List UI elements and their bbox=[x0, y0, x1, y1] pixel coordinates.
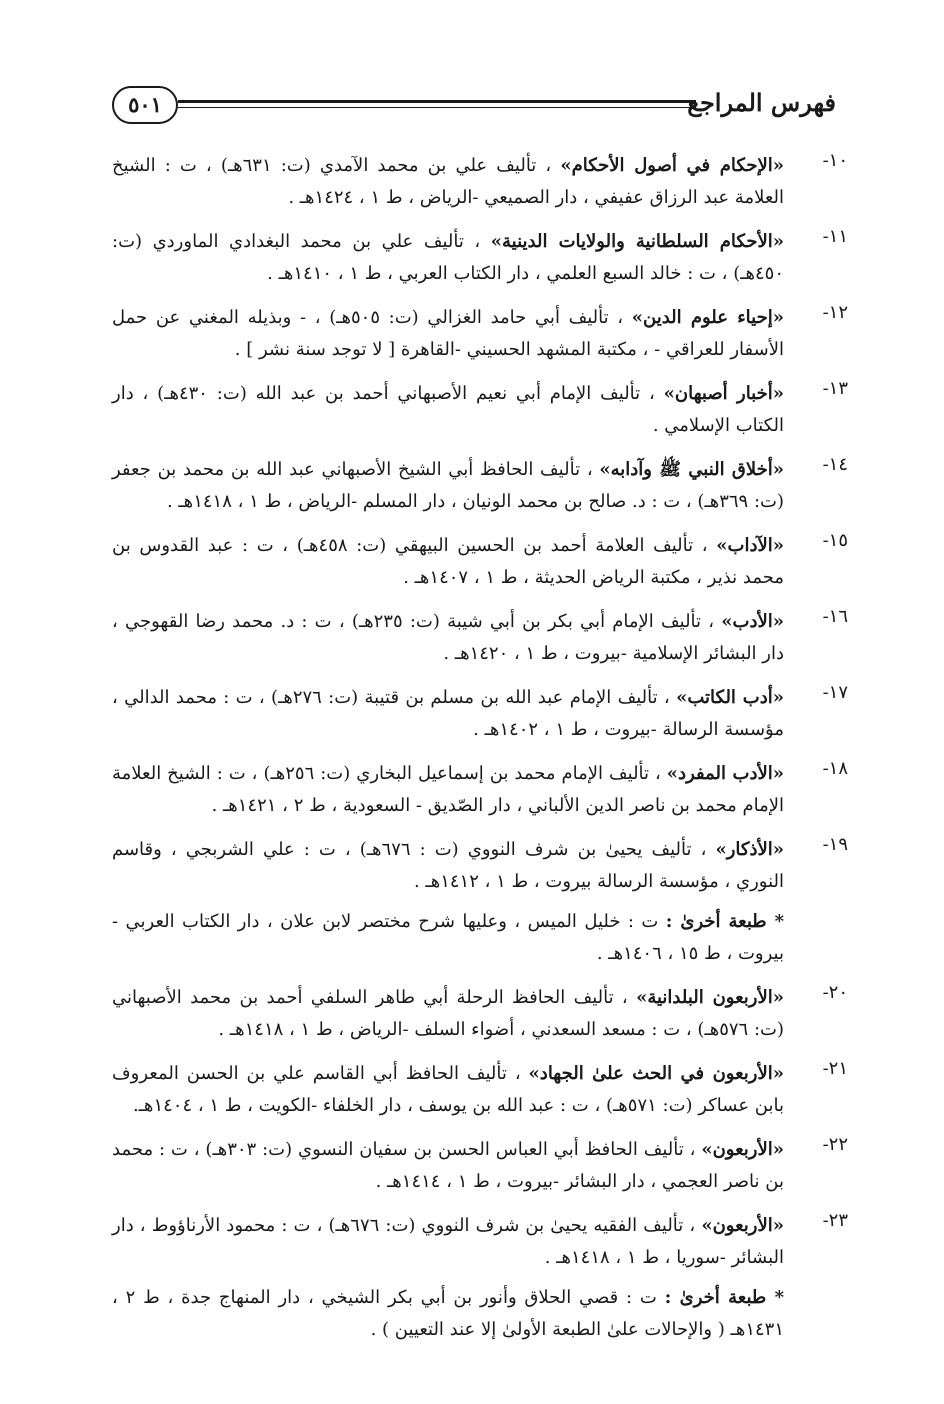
entry-title: «إحياء علوم الدين» bbox=[631, 307, 784, 328]
entry-number: ١٤- bbox=[822, 454, 848, 475]
entry-number: ١١- bbox=[822, 226, 848, 247]
entry-details: ، تأليف علي بن محمد الآمدي (ت: ٦٣١هـ) ، ت : الشيخ العلامة عبد الرزاق عفيفي ، دار الصميعي -الرياض ، ط ١ ، ١٤٢٤هـ . bbox=[112, 155, 784, 208]
reference-entry bbox=[112, 530, 848, 594]
entry-details: ، تأليف الإمام أبي نعيم الأصبهاني أحمد بن عبد الله (ت: ٤٣٠هـ) ، دار الكتاب الإسلامي . bbox=[112, 383, 784, 436]
entry-text bbox=[112, 378, 784, 442]
reference-entry bbox=[112, 150, 848, 214]
entry-details: ، تأليف الإمام عبد الله بن مسلم بن قتيبة (ت: ٢٧٦هـ) ، ت : محمد الدالي ، مؤسسة الرسالة -بيروت ، ط ١ ، ١٤٠٢هـ . bbox=[112, 687, 784, 740]
entry-title: «أخبار أصبهان» bbox=[663, 383, 784, 404]
entry-title: «الآداب» bbox=[716, 535, 784, 556]
entry-details: ، تأليف العلامة أحمد بن الحسين البيهقي (ت: ٤٥٨هـ) ، ت : عبد القدوس بن محمد نذير ، مكتبة الرياض الحديثة ، ط ١ ، ١٤٠٧هـ . bbox=[112, 535, 784, 588]
entry-details: ، تأليف الحافظ أبي العباس الحسن بن سفيان النسوي (ت: ٣٠٣هـ) ، ت : محمد بن ناصر العجمي ، دار البشائر -بيروت ، ط ١ ، ١٤١٤هـ . bbox=[112, 1139, 784, 1192]
references-list bbox=[112, 150, 848, 1358]
entry-details: ، تأليف علي بن محمد البغدادي الماوردي (ت: ٤٥٠هـ) ، ت : خالد السبع العلمي ، دار الكتاب العربي ، ط ١ ، ١٤١٠هـ . bbox=[112, 231, 784, 284]
header-title: فهرس المراجع bbox=[687, 88, 836, 117]
entry-number: ١٧- bbox=[822, 682, 848, 703]
reference-entry bbox=[112, 682, 848, 746]
entry-title: «أدب الكاتب» bbox=[676, 687, 784, 708]
entry-details: ، تأليف الحافظ أبي الشيخ الأصبهاني عبد الله بن محمد بن جعفر (ت: ٣٦٩هـ) ، ت : د. صالح بن محمد الونيان ، دار المسلم -الرياض ، ط ١ ، ١٤١٨هـ . bbox=[112, 459, 784, 512]
entry-title: «الأدب المفرد» bbox=[666, 763, 784, 784]
entry-number: ١٠- bbox=[822, 150, 848, 171]
reference-entry bbox=[112, 302, 848, 366]
entry-title: «الأربعون البلدانية» bbox=[636, 987, 784, 1008]
entry-number: ١٢- bbox=[822, 302, 848, 323]
entry-details: ، تأليف الإمام محمد بن إسماعيل البخاري (ت: ٢٥٦هـ) ، ت : الشيخ العلامة الإمام محمد بن ناصر الدين الألباني ، دار الصّديق - السعودية ، ط ٢ ، ١٤٢١هـ . bbox=[112, 763, 784, 816]
entry-title: «الأذكار» bbox=[715, 839, 785, 860]
entry-title: «الأدب» bbox=[721, 611, 784, 632]
note-label: * طبعة أخرىٰ : bbox=[665, 911, 784, 932]
entry-text bbox=[112, 1210, 784, 1274]
entry-title: «الأربعون» bbox=[701, 1139, 784, 1160]
page-number: ٥٠١ bbox=[112, 86, 178, 124]
entry-text bbox=[112, 758, 784, 822]
entry-number: ٢٣- bbox=[822, 1210, 848, 1231]
note-label: * طبعة أخرىٰ : bbox=[664, 1287, 784, 1308]
entry-number: ٢٢- bbox=[822, 1134, 848, 1155]
entry-title: «الأربعون في الحث علىٰ الجهاد» bbox=[528, 1063, 784, 1084]
entry-details: ، تأليف أبي حامد الغزالي (ت: ٥٠٥هـ) ، - وبذيله المغني عن حمل الأسفار للعراقي - ، مكتبة المشهد الحسيني -القاهرة [ لا توجد سنة نشر ] . bbox=[112, 307, 784, 360]
reference-entry bbox=[112, 1058, 848, 1122]
other-edition-note bbox=[112, 906, 848, 970]
entry-text bbox=[112, 454, 784, 518]
entry-text bbox=[112, 834, 784, 898]
entry-number: ٢١- bbox=[822, 1058, 848, 1079]
reference-entry bbox=[112, 226, 848, 290]
entry-number: ١٩- bbox=[822, 834, 848, 855]
entry-details: ، تأليف الحافظ الرحلة أبي طاهر السلفي أحمد بن محمد الأصبهاني (ت: ٥٧٦هـ) ، ت : مسعد السعدني ، أضواء السلف -الرياض ، ط ١ ، ١٤١٨هـ . bbox=[112, 987, 784, 1040]
reference-entry bbox=[112, 1134, 848, 1198]
page-header bbox=[112, 86, 836, 130]
entry-number: ١٥- bbox=[822, 530, 848, 551]
reference-entry bbox=[112, 758, 848, 822]
reference-entry bbox=[112, 1210, 848, 1274]
other-edition-note bbox=[112, 1282, 848, 1346]
entry-text bbox=[112, 530, 784, 594]
entry-title: «أخلاق النبي ﷺ وآدابه» bbox=[599, 459, 784, 480]
entry-details: ، تأليف الحافظ أبي القاسم علي بن الحسن المعروف بابن عساكر (ت: ٥٧١هـ) ، ت : عبد الله بن يوسف ، دار الخلفاء -الكويت ، ط ١ ، ١٤٠٤هـ. bbox=[112, 1063, 784, 1116]
reference-entry bbox=[112, 378, 848, 442]
reference-entry bbox=[112, 606, 848, 670]
entry-text bbox=[112, 1134, 784, 1198]
entry-number: ١٣- bbox=[822, 378, 848, 399]
entry-title: «الإحكام في أصول الأحكام» bbox=[560, 155, 784, 176]
reference-entry bbox=[112, 982, 848, 1046]
entry-text bbox=[112, 606, 784, 670]
entry-details: ، تأليف الفقيه يحيىٰ بن شرف النووي (ت: ٦٧٦هـ) ، ت : محمود الأرناؤوط ، دار البشائر -سوريا ، ط ١ ، ١٤١٨هـ . bbox=[112, 1215, 784, 1268]
entry-number: ٢٠- bbox=[822, 982, 848, 1003]
header-rule bbox=[178, 100, 696, 114]
entry-number: ١٦- bbox=[822, 606, 848, 627]
entry-text bbox=[112, 302, 784, 366]
entry-text bbox=[112, 150, 784, 214]
entry-details: ، تأليف يحيىٰ بن شرف النووي (ت : ٦٧٦هـ) ، ت : علي الشربجي ، وقاسم النوري ، مؤسسة الرسالة بيروت ، ط ١ ، ١٤١٢هـ . bbox=[112, 839, 784, 892]
entry-title: «الأربعون» bbox=[701, 1215, 784, 1236]
note-text: ت : قصي الحلاق وأنور بن أبي بكر الشيخي ، دار المنهاج جدة ، ط ٢ ، ١٤٣١هـ ( والإحالات علىٰ الطبعة الأولىٰ إلا عند التعيين ) . bbox=[112, 1287, 784, 1340]
entry-text bbox=[112, 1058, 784, 1122]
reference-entry bbox=[112, 834, 848, 898]
note-text: ت : خليل الميس ، وعليها شرح مختصر لابن علان ، دار الكتاب العربي - بيروت ، ط ١٥ ، ١٤٠٦هـ . bbox=[112, 911, 784, 964]
entry-text bbox=[112, 682, 784, 746]
entry-text bbox=[112, 226, 784, 290]
entry-text bbox=[112, 982, 784, 1046]
entry-details: ، تأليف الإمام أبي بكر بن أبي شيبة (ت: ٢٣٥هـ) ، ت : د. محمد رضا القهوجي ، دار البشائر الإسلامية -بيروت ، ط ١ ، ١٤٢٠هـ . bbox=[112, 611, 784, 664]
entry-number: ١٨- bbox=[822, 758, 848, 779]
entry-title: «الأحكام السلطانية والولايات الدينية» bbox=[490, 231, 784, 252]
reference-entry bbox=[112, 454, 848, 518]
